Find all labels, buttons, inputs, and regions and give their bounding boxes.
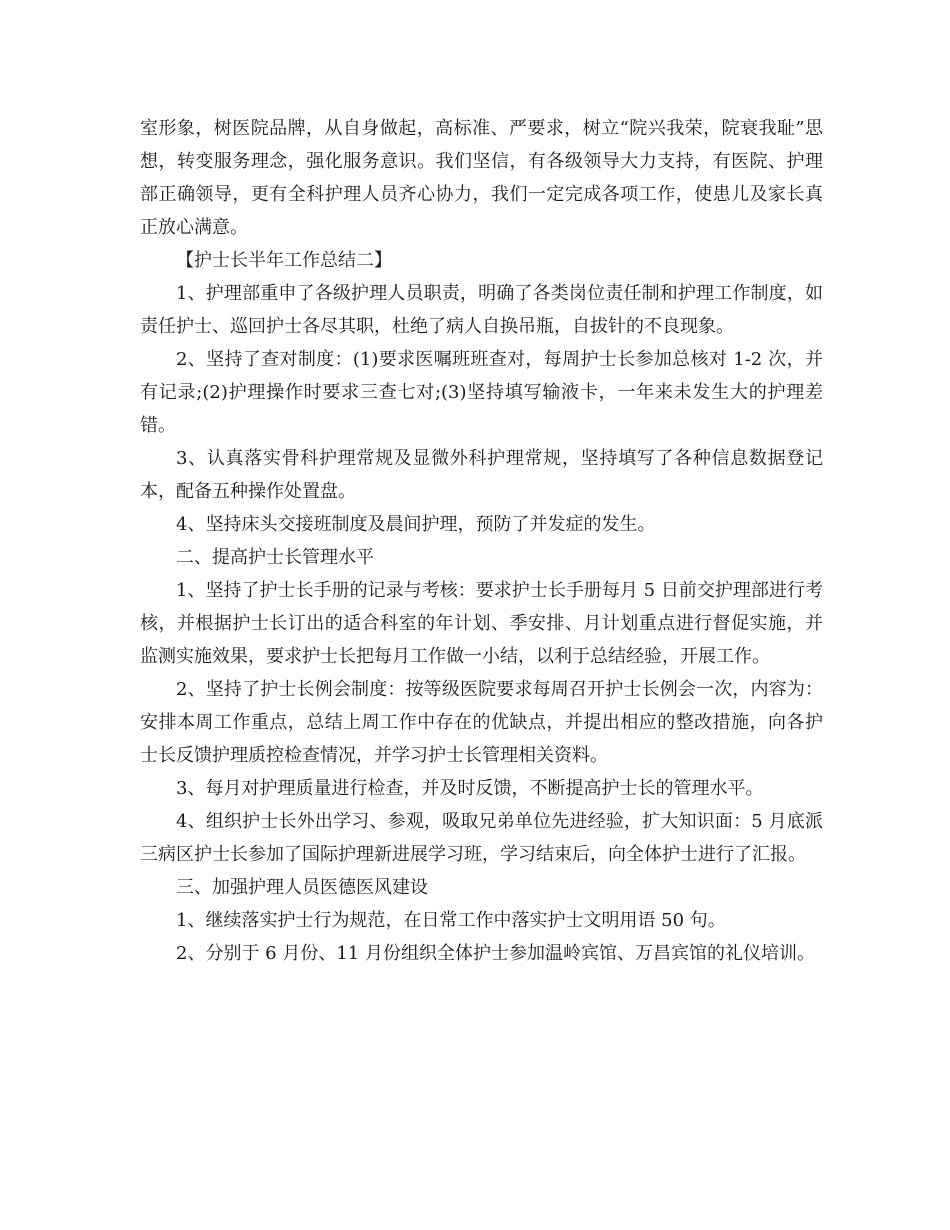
paragraph-item-2-2: 2、坚持了护士长例会制度：按等级医院要求每周召开护士长例会一次，内容为：安排本周工作重点，总结上周工作中存在的优缺点，并提出相应的整改措施，向各护士长反馈护理质控检查情况，并学习护士长管理相关资料。 [140, 679, 823, 766]
paragraph-item-3-1: 1、继续落实护士行为规范，在日常工作中落实护士文明用语 50 句。 [176, 910, 726, 931]
section-heading-2: 二、提高护士长管理水平 [176, 547, 374, 568]
section-title-summary-two: 【护士长半年工作总结二】 [176, 250, 392, 271]
paragraph-continuation: 室形象，树医院品牌，从自身做起，高标准、严要求，树立“院兴我荣，院衰我耻”思想，转变服务理念，强化服务意识。我们坚信，有各级领导大力支持，有医院、护理部正确领导，更有全科护理人员齐心协力，我们一定完成各项工作，使患儿及家长真正放心满意。 [140, 118, 823, 238]
section-heading-3: 三、加强护理人员医德医风建设 [176, 877, 428, 898]
paragraph-item-2-1: 1、坚持了护士长手册的记录与考核：要求护士长手册每月 5 日前交护理部进行考核，并根据护士长订出的适合科室的年计划、季安排、月计划重点进行督促实施，并监测实施效果，要求护士长把每月工作做一小结，以利于总结经验，开展工作。 [140, 580, 823, 667]
document-body [140, 112, 823, 970]
paragraph-item-3: 3、认真落实骨科护理常规及显微外科护理常规，坚持填写了各种信息数据登记本，配备五种操作处置盘。 [140, 448, 823, 502]
paragraph-item-2: 2、坚持了查对制度：(1)要求医嘱班班查对，每周护士长参加总核对 1-2 次，并有记录;(2)护理操作时要求三查七对;(3)坚持填写输液卡，一年来未发生大的护理差错。 [140, 349, 823, 436]
paragraph-item-1: 1、护理部重申了各级护理人员职责，明确了各类岗位责任制和护理工作制度，如责任护士、巡回护士各尽其职，杜绝了病人自换吊瓶，自拔针的不良现象。 [140, 283, 823, 337]
paragraph-item-2-3: 3、每月对护理质量进行检查，并及时反馈，不断提高护士长的管理水平。 [176, 778, 764, 799]
paragraph-item-4: 4、坚持床头交接班制度及晨间护理，预防了并发症的发生。 [176, 514, 656, 535]
paragraph-item-2-4: 4、组织护士长外出学习、参观，吸取兄弟单位先进经验，扩大知识面：5 月底派三病区护士长参加了国际护理新进展学习班，学习结束后，向全体护士进行了汇报。 [140, 811, 823, 865]
paragraph-item-3-2: 2、分别于 6 月份、11 月份组织全体护士参加温岭宾馆、万昌宾馆的礼仪培训。 [176, 943, 815, 964]
